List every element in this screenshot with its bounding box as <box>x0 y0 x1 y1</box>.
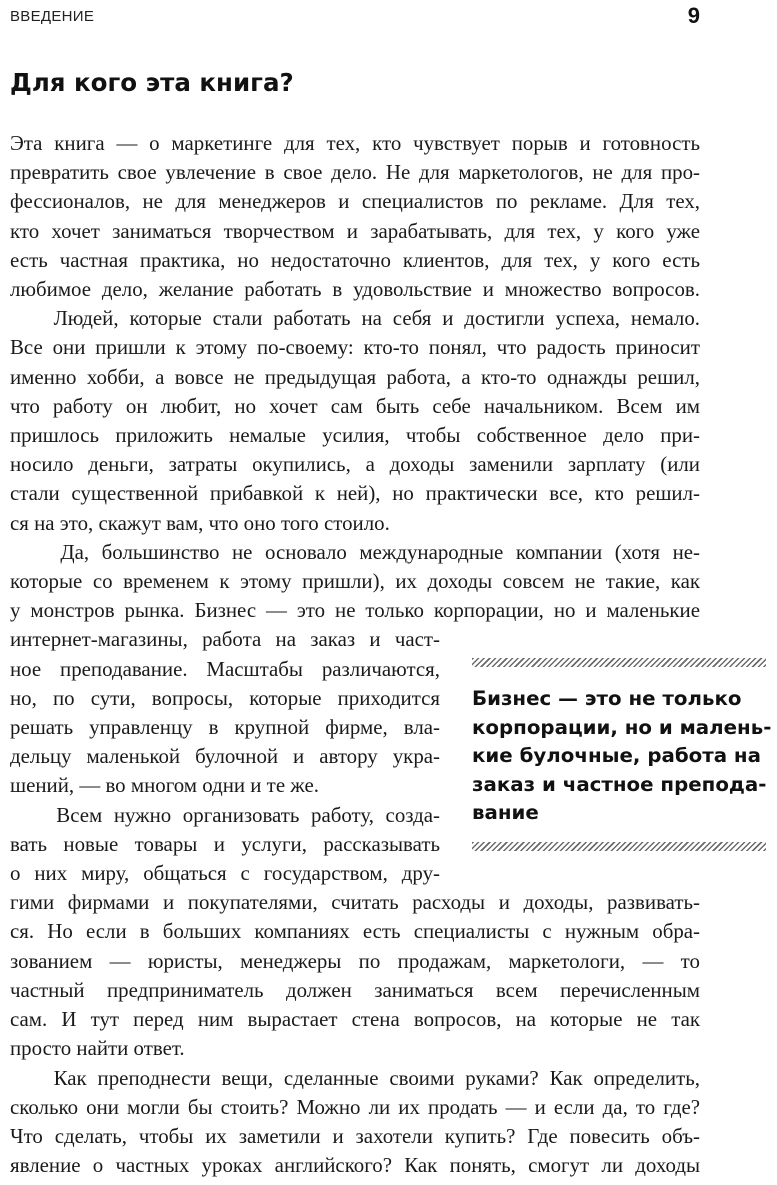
body-line: у монстров рынка. Бизнес — это не только корпорации, но и маленькие <box>10 598 700 623</box>
pull-quote-line: кие булочные, работа на <box>472 744 761 768</box>
body-line: Да, большинство не основало международные компании (хотя не- <box>10 539 700 564</box>
body-line: ся. Но если в больших компаниях есть специалисты с нужным обра- <box>10 919 700 944</box>
pull-quote-line: Бизнес — это не только <box>472 687 742 710</box>
body-line: превратить свое увлечение в свое дело. Не для маркетологов, не для про- <box>10 160 700 185</box>
body-line: именно хобби, а вовсе не предыдущая работа, а кто-то однажды решил, <box>10 364 700 389</box>
body-line: которые со временем к этому пришли), их доходы совсем не такие, как <box>10 569 700 594</box>
body-line: Как преподнести вещи, сделанные своими руками? Как определить, <box>10 1065 700 1090</box>
body-line: носило деньги, затраты окупились, а доходы заменили зарплату (или <box>10 452 700 477</box>
body-line: но, по сути, вопросы, которые приходится <box>10 685 440 710</box>
pull-quote-line: вание <box>472 801 539 825</box>
body-line: Всем нужно организовать работу, созда- <box>10 802 440 827</box>
body-line: зованием — юристы, менеджеры по продажам, маркетологи, — то <box>10 948 700 973</box>
body-line: кто хочет заниматься творчеством и зарабатывать, для тех, у кого уже <box>10 218 700 243</box>
body-line: частный предприниматель должен заниматься всем перечисленным <box>10 977 700 1002</box>
body-line: гими фирмами и покупателями, считать расходы и доходы, развивать- <box>10 890 700 915</box>
body-line: Что сделать, чтобы их заметили и захотели купить? Где повесить объ- <box>10 1123 700 1148</box>
chapter-title: Для кого эта книга? <box>10 68 294 97</box>
body-line: явление о частных уроках английского? Как понять, смогут ли доходы <box>10 1153 700 1178</box>
pull-quote-line: заказ и частное препода- <box>472 772 767 796</box>
pull-quote-text <box>472 685 772 828</box>
body-line: любимое дело, желание работать в удовольствие и множество вопросов. <box>10 277 700 302</box>
body-line: шений, — во многом одни и те же. <box>10 773 319 798</box>
pull-quote-bottom-rule <box>472 842 766 851</box>
body-line: Эта книга — о маркетинге для тех, кто чувствует порыв и готовность <box>10 131 700 155</box>
body-line: что работу он любит, но хочет сам быть себе начальником. Всем им <box>10 393 700 418</box>
pull-quote <box>472 658 772 851</box>
body-line: ное преподавание. Масштабы различаются, <box>10 656 440 681</box>
body-line: сам. И тут перед ним вырастает стена вопросов, на которые не так <box>10 1007 700 1032</box>
body-line: пришлось приложить немалые усилия, чтобы собственное дело при- <box>10 423 700 448</box>
body-line: вать новые товары и услуги, рассказывать <box>10 831 440 856</box>
pull-quote-top-rule <box>472 658 766 667</box>
body-line: Людей, которые стали работать на себя и достигли успеха, немало. <box>10 306 700 331</box>
body-line: фессионалов, не для менеджеров и специалистов по рекламе. Для тех, <box>10 189 700 214</box>
body-line: сколько они могли бы стоить? Можно ли их продать — и если да, то где? <box>10 1094 700 1119</box>
body-line: ся на это, скажут вам, что оно того стоило. <box>10 510 390 535</box>
body-line: просто найти ответ. <box>10 1036 185 1061</box>
body-line: дельцу маленькой булочной и автору укра- <box>10 744 440 769</box>
page-number: 9 <box>687 3 700 28</box>
body-line: решать управленцу в крупной фирме, вла- <box>10 715 440 740</box>
body-line: Все они пришли к этому по-своему: кто-то понял, что радость приносит <box>10 335 700 360</box>
body-line: есть частная практика, но недостаточно клиентов, для тех, у кого есть <box>10 247 700 272</box>
pull-quote-line: корпорации, но и малень- <box>472 715 772 739</box>
body-line: о них миру, общаться с государством, дру- <box>10 861 440 886</box>
running-head: ВВЕДЕНИЕ <box>10 8 95 25</box>
body-line: интернет-магазины, работа на заказ и част- <box>10 627 440 652</box>
body-line: стали существенной прибавкой к ней), но практически все, кто решил- <box>10 481 700 506</box>
body-text <box>10 129 700 1180</box>
